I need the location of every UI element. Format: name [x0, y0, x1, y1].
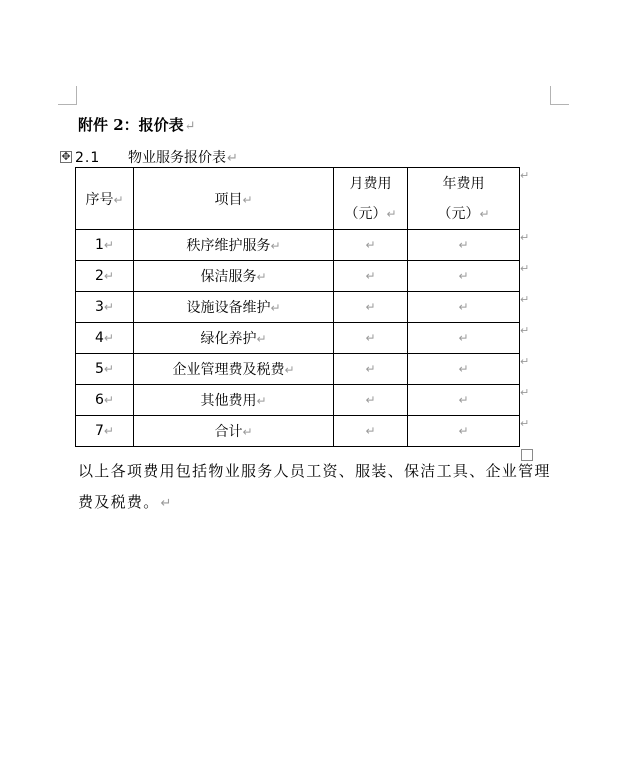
table-row: [76, 323, 520, 354]
section-heading: [75, 147, 238, 167]
cell-monthly[interactable]: ↵: [334, 292, 408, 323]
row-end-mark-icon: ↵: [520, 355, 530, 368]
crop-mark-top-left: [58, 86, 77, 105]
paragraph-mark-icon: ↵: [227, 151, 238, 166]
row-end-mark-icon: ↵: [520, 293, 530, 306]
cell-monthly[interactable]: ↵: [334, 261, 408, 292]
table-row: [76, 261, 520, 292]
cell-seq[interactable]: 7↵: [76, 416, 134, 447]
cell-monthly[interactable]: ↵: [334, 354, 408, 385]
cell-annual[interactable]: ↵: [408, 323, 520, 354]
header-row: [76, 168, 520, 230]
quote-table: [75, 167, 520, 447]
cell-item[interactable]: 合计↵: [134, 416, 334, 447]
cell-item[interactable]: 绿化养护↵: [134, 323, 334, 354]
attachment-title: 附件 2：报价表↵: [78, 116, 196, 134]
row-end-mark-icon: ↵: [520, 324, 530, 337]
cell-monthly[interactable]: ↵: [334, 385, 408, 416]
cell-seq[interactable]: 5↵: [76, 354, 134, 385]
cell-item[interactable]: 设施设备维护↵: [134, 292, 334, 323]
cell-item[interactable]: 其他费用↵: [134, 385, 334, 416]
cell-annual[interactable]: ↵: [408, 416, 520, 447]
move-cross-icon[interactable]: ✥: [61, 150, 71, 163]
table-row: [76, 416, 520, 447]
cell-monthly[interactable]: ↵: [334, 416, 408, 447]
table-row: [76, 385, 520, 416]
row-end-mark-icon: ↵: [520, 417, 530, 430]
table-row: [76, 354, 520, 385]
cell-monthly[interactable]: ↵: [334, 323, 408, 354]
cell-item[interactable]: 企业管理费及税费↵: [134, 354, 334, 385]
row-end-mark-icon: ↵: [520, 262, 530, 275]
paragraph-mark-icon: ↵: [160, 496, 173, 511]
header-cell-monthly[interactable]: 月费用 （元）↵: [334, 168, 408, 230]
header-cell-item[interactable]: 项目↵: [134, 168, 334, 230]
crop-mark-top-right: [550, 86, 569, 105]
cell-seq[interactable]: 6↵: [76, 385, 134, 416]
cell-annual[interactable]: ↵: [408, 230, 520, 261]
row-end-mark-icon: ↵: [520, 169, 530, 182]
cell-item[interactable]: 秩序维护服务↵: [134, 230, 334, 261]
cell-seq[interactable]: 1↵: [76, 230, 134, 261]
row-end-mark-icon: ↵: [520, 386, 530, 399]
cell-annual[interactable]: ↵: [408, 261, 520, 292]
cell-seq[interactable]: 3↵: [76, 292, 134, 323]
cell-item[interactable]: 保洁服务↵: [134, 261, 334, 292]
header-cell-seq[interactable]: 序号↵: [76, 168, 134, 230]
section-number: 2.1: [75, 150, 101, 166]
cell-monthly[interactable]: ↵: [334, 230, 408, 261]
paragraph-mark-icon: ↵: [184, 119, 196, 134]
table-row: [76, 292, 520, 323]
row-end-mark-icon: ↵: [520, 231, 530, 244]
cell-annual[interactable]: ↵: [408, 354, 520, 385]
cell-annual[interactable]: ↵: [408, 292, 520, 323]
cell-seq[interactable]: 4↵: [76, 323, 134, 354]
section-title: 物业服务报价表: [128, 150, 226, 166]
cell-seq[interactable]: 2↵: [76, 261, 134, 292]
header-cell-annual[interactable]: 年费用 （元）↵: [408, 168, 520, 230]
table-row: [76, 230, 520, 261]
note-paragraph: 以上各项费用包括物业服务人员工资、服装、保洁工具、企业管理费及税费。↵: [78, 462, 551, 511]
cell-annual[interactable]: ↵: [408, 385, 520, 416]
